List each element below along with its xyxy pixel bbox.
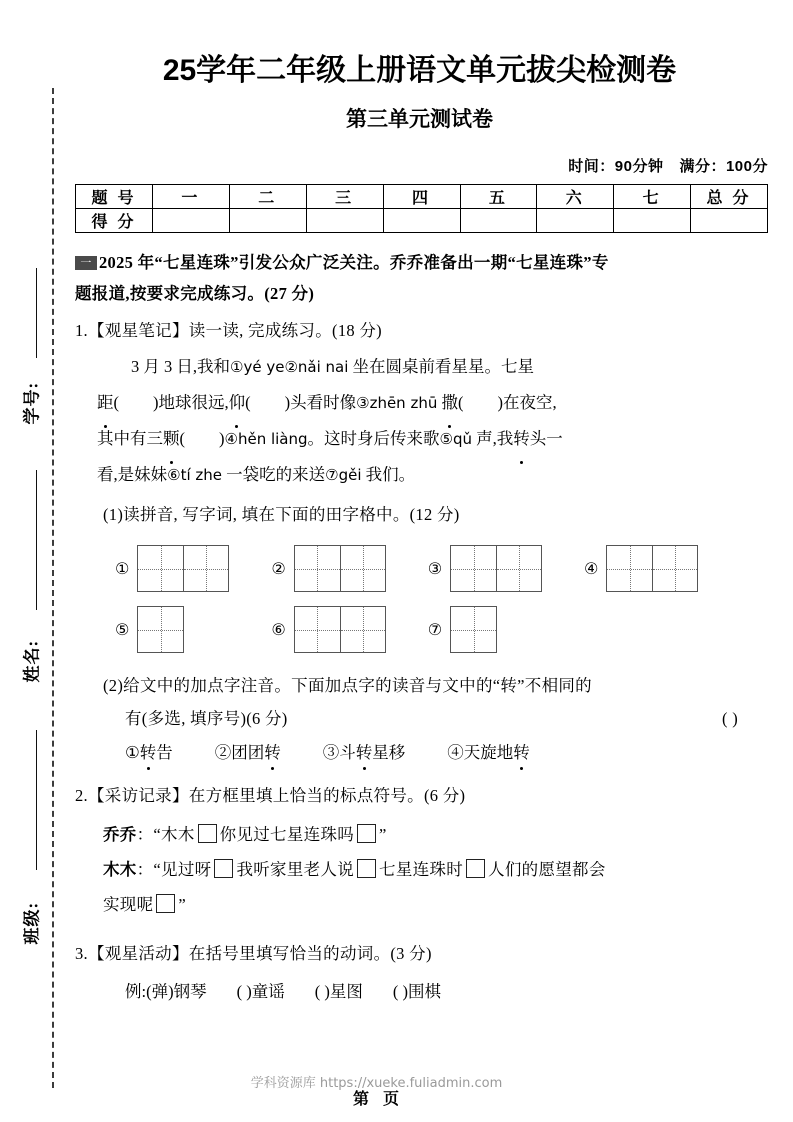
tianzige-unit-7[interactable] [428, 606, 497, 653]
left-margin-rail [0, 0, 70, 1122]
score-table-col-7: 总 分 [691, 185, 768, 209]
question-1-sub-1-text: (1)读拼音, 写字词, 填在下面的田字格中。(12 分) [103, 505, 460, 524]
exam-page [70, 0, 793, 1122]
tianzige-box-5[interactable] [137, 606, 184, 653]
exam-meta [70, 155, 793, 176]
watermark: 学科资源库 https://xueke.fuliadmin.com [250, 1076, 503, 1091]
tianzige-label-1: ① [115, 559, 130, 578]
section-one-heading-line1: 2025 年“七星连珠”引发公众广泛关注。乔乔准备出一期“七星连珠”专 [99, 253, 609, 272]
speaker-qiaoqiao: 乔乔 [103, 825, 137, 844]
score-table-col-5: 六 [537, 185, 614, 209]
score-table-col-4: 五 [460, 185, 537, 209]
option-1[interactable]: ①转告 [125, 739, 173, 763]
tianzige-unit-6[interactable] [271, 606, 385, 653]
score-cell-2[interactable] [306, 209, 383, 233]
tianzige-unit-1[interactable] [115, 545, 229, 592]
option-4[interactable]: ④天旋地转 [447, 739, 530, 763]
section-one-heading-line2: 题报道,按要求完成练习。(27 分) [75, 284, 315, 303]
option-2[interactable]: ②团团转 [215, 739, 281, 763]
tianzige-label-3: ③ [427, 559, 443, 578]
question-3-blank-3[interactable]: ( ) [392, 982, 408, 1001]
exam-time-label: 时间：90分钟 [568, 158, 664, 175]
tianzige-unit-3[interactable] [428, 545, 542, 592]
dialogue-1-part-1: ：“木木 [136, 825, 195, 844]
tianzige-unit-2[interactable] [271, 545, 385, 592]
table-row-score [76, 209, 768, 233]
question-1-sub-2-answer-blank[interactable]: ( ) [721, 709, 738, 728]
question-3-items [75, 976, 768, 1008]
score-table-col-2: 三 [306, 185, 383, 209]
sidebar-field-name: 姓名: [22, 639, 42, 683]
exam-total-label: 满分：100分 [679, 158, 768, 175]
punct-box-6[interactable] [156, 894, 175, 913]
tianzige-box-2[interactable] [294, 545, 386, 592]
page-subtitle: 第三单元测试卷 [346, 108, 493, 131]
score-table-row-label-0: 题 号 [76, 185, 153, 209]
question-2-dialogue-line-1 [75, 818, 768, 851]
score-cell-0[interactable] [153, 209, 230, 233]
question-1-sub-2-line2-row [75, 702, 768, 735]
tianzige-unit-4[interactable] [584, 545, 698, 592]
question-2-title: 2.【采访记录】在方框里填上恰当的标点符号。(6 分) [75, 786, 466, 805]
dialogue-1-part-2: 你见过七星连珠吗 [219, 825, 355, 844]
tianzige-unit-5[interactable] [115, 606, 184, 653]
question-3-word-2: 星图 [329, 982, 363, 1001]
score-cell-5[interactable] [537, 209, 614, 233]
punct-box-4[interactable] [357, 859, 376, 878]
score-cell-1[interactable] [229, 209, 306, 233]
score-table-col-3: 四 [383, 185, 460, 209]
speaker-mumu: 木木 [103, 860, 137, 879]
question-3-word-3: 围棋 [407, 982, 441, 1001]
score-cell-4[interactable] [460, 209, 537, 233]
score-table-col-6: 七 [614, 185, 691, 209]
question-2-dialogue-line-3 [75, 888, 768, 921]
section-one-heading [75, 247, 768, 309]
question-3-blank-1[interactable]: ( ) [236, 982, 252, 1001]
dialogue-2-part-3: 七星连珠时 [379, 860, 464, 879]
question-3-blank-2[interactable]: ( ) [314, 982, 330, 1001]
rail-line-segment-3 [36, 730, 37, 870]
page-footer-label: 第 页 [352, 1091, 404, 1108]
dashed-fold-line [52, 88, 54, 1088]
tianzige-box-6[interactable] [294, 606, 386, 653]
dialogue-2-close-quote: ” [178, 895, 187, 914]
score-table-col-0: 一 [153, 185, 230, 209]
question-1-sub-2-line2: 有(多选, 填序号)(6 分) [125, 709, 288, 728]
tianzige-label-4: ④ [584, 559, 599, 578]
punct-box-3[interactable] [214, 859, 233, 878]
punct-box-1[interactable] [198, 824, 217, 843]
question-1-title: 1.【观星笔记】读一读, 完成练习。(18 分) [75, 321, 382, 340]
score-cell-7[interactable] [691, 209, 768, 233]
punct-box-2[interactable] [357, 824, 376, 843]
rail-line-segment-1 [36, 268, 37, 358]
dialogue-2-part-2: 我听家里老人说 [236, 860, 355, 879]
score-table-col-1: 二 [229, 185, 306, 209]
question-3-title: 3.【观星活动】在括号里填写恰当的动词。(3 分) [75, 944, 432, 963]
sidebar-field-class: 班级: [22, 901, 42, 945]
tianzige-label-6: ⑥ [271, 620, 286, 639]
dialogue-1-part-3: ” [379, 825, 387, 844]
tianzige-label-5: ⑤ [115, 620, 130, 639]
question-2-dialogue-line-2 [75, 853, 768, 886]
tianzige-row-2 [75, 606, 768, 653]
tianzige-box-1[interactable] [137, 545, 229, 592]
question-3-word-1: 童谣 [251, 982, 285, 1001]
rail-line-segment-2 [36, 470, 37, 610]
punct-box-5[interactable] [466, 859, 485, 878]
section-number-badge: 一 [75, 256, 97, 270]
tianzige-label-2: ② [271, 559, 286, 578]
dialogue-2-part-1: ：“见过呀 [136, 860, 212, 879]
dialogue-2-part-4: 人们的愿望都会 [488, 860, 606, 879]
tianzige-label-7: ⑦ [427, 620, 443, 639]
score-table [75, 184, 768, 233]
section-one [75, 247, 768, 1008]
question-1-sub-2-line1: (2)给文中的加点字注音。下面加点字的读音与文中的“转”不相同的 [103, 676, 592, 695]
score-cell-6[interactable] [614, 209, 691, 233]
tianzige-box-4[interactable] [606, 545, 698, 592]
tianzige-box-7[interactable] [450, 606, 497, 653]
question-3-example: 例:(弹)钢琴 [125, 982, 207, 1001]
question-1-passage: 3 月 3 日,我和①yé ye②nǎi nai 坐在圆桌前看星星。七星 距( )地球很远,仰( )头看时像③zhēn zhū 撒( )在夜空, 其中有三颗( )④hěn liàng。这时身后传来歌⑤qǔ 声,我转头一 看,是妹妹⑥tí zhe 一袋吃的来送⑦gěi 我们。 [97, 357, 563, 484]
question-1-sub-2-options [75, 739, 768, 763]
option-3[interactable]: ③斗转星移 [323, 739, 406, 763]
score-table-row-label-1: 得 分 [76, 209, 153, 233]
dialogue-2-last: 实现呢 [103, 895, 154, 914]
score-cell-3[interactable] [383, 209, 460, 233]
page-title: 25学年二年级上册语文单元拔尖检测卷 [162, 54, 677, 87]
tianzige-box-3[interactable] [450, 545, 542, 592]
tianzige-row-1 [75, 545, 768, 592]
sidebar-field-student-id: 学号: [22, 381, 42, 425]
table-row-header [76, 185, 768, 209]
